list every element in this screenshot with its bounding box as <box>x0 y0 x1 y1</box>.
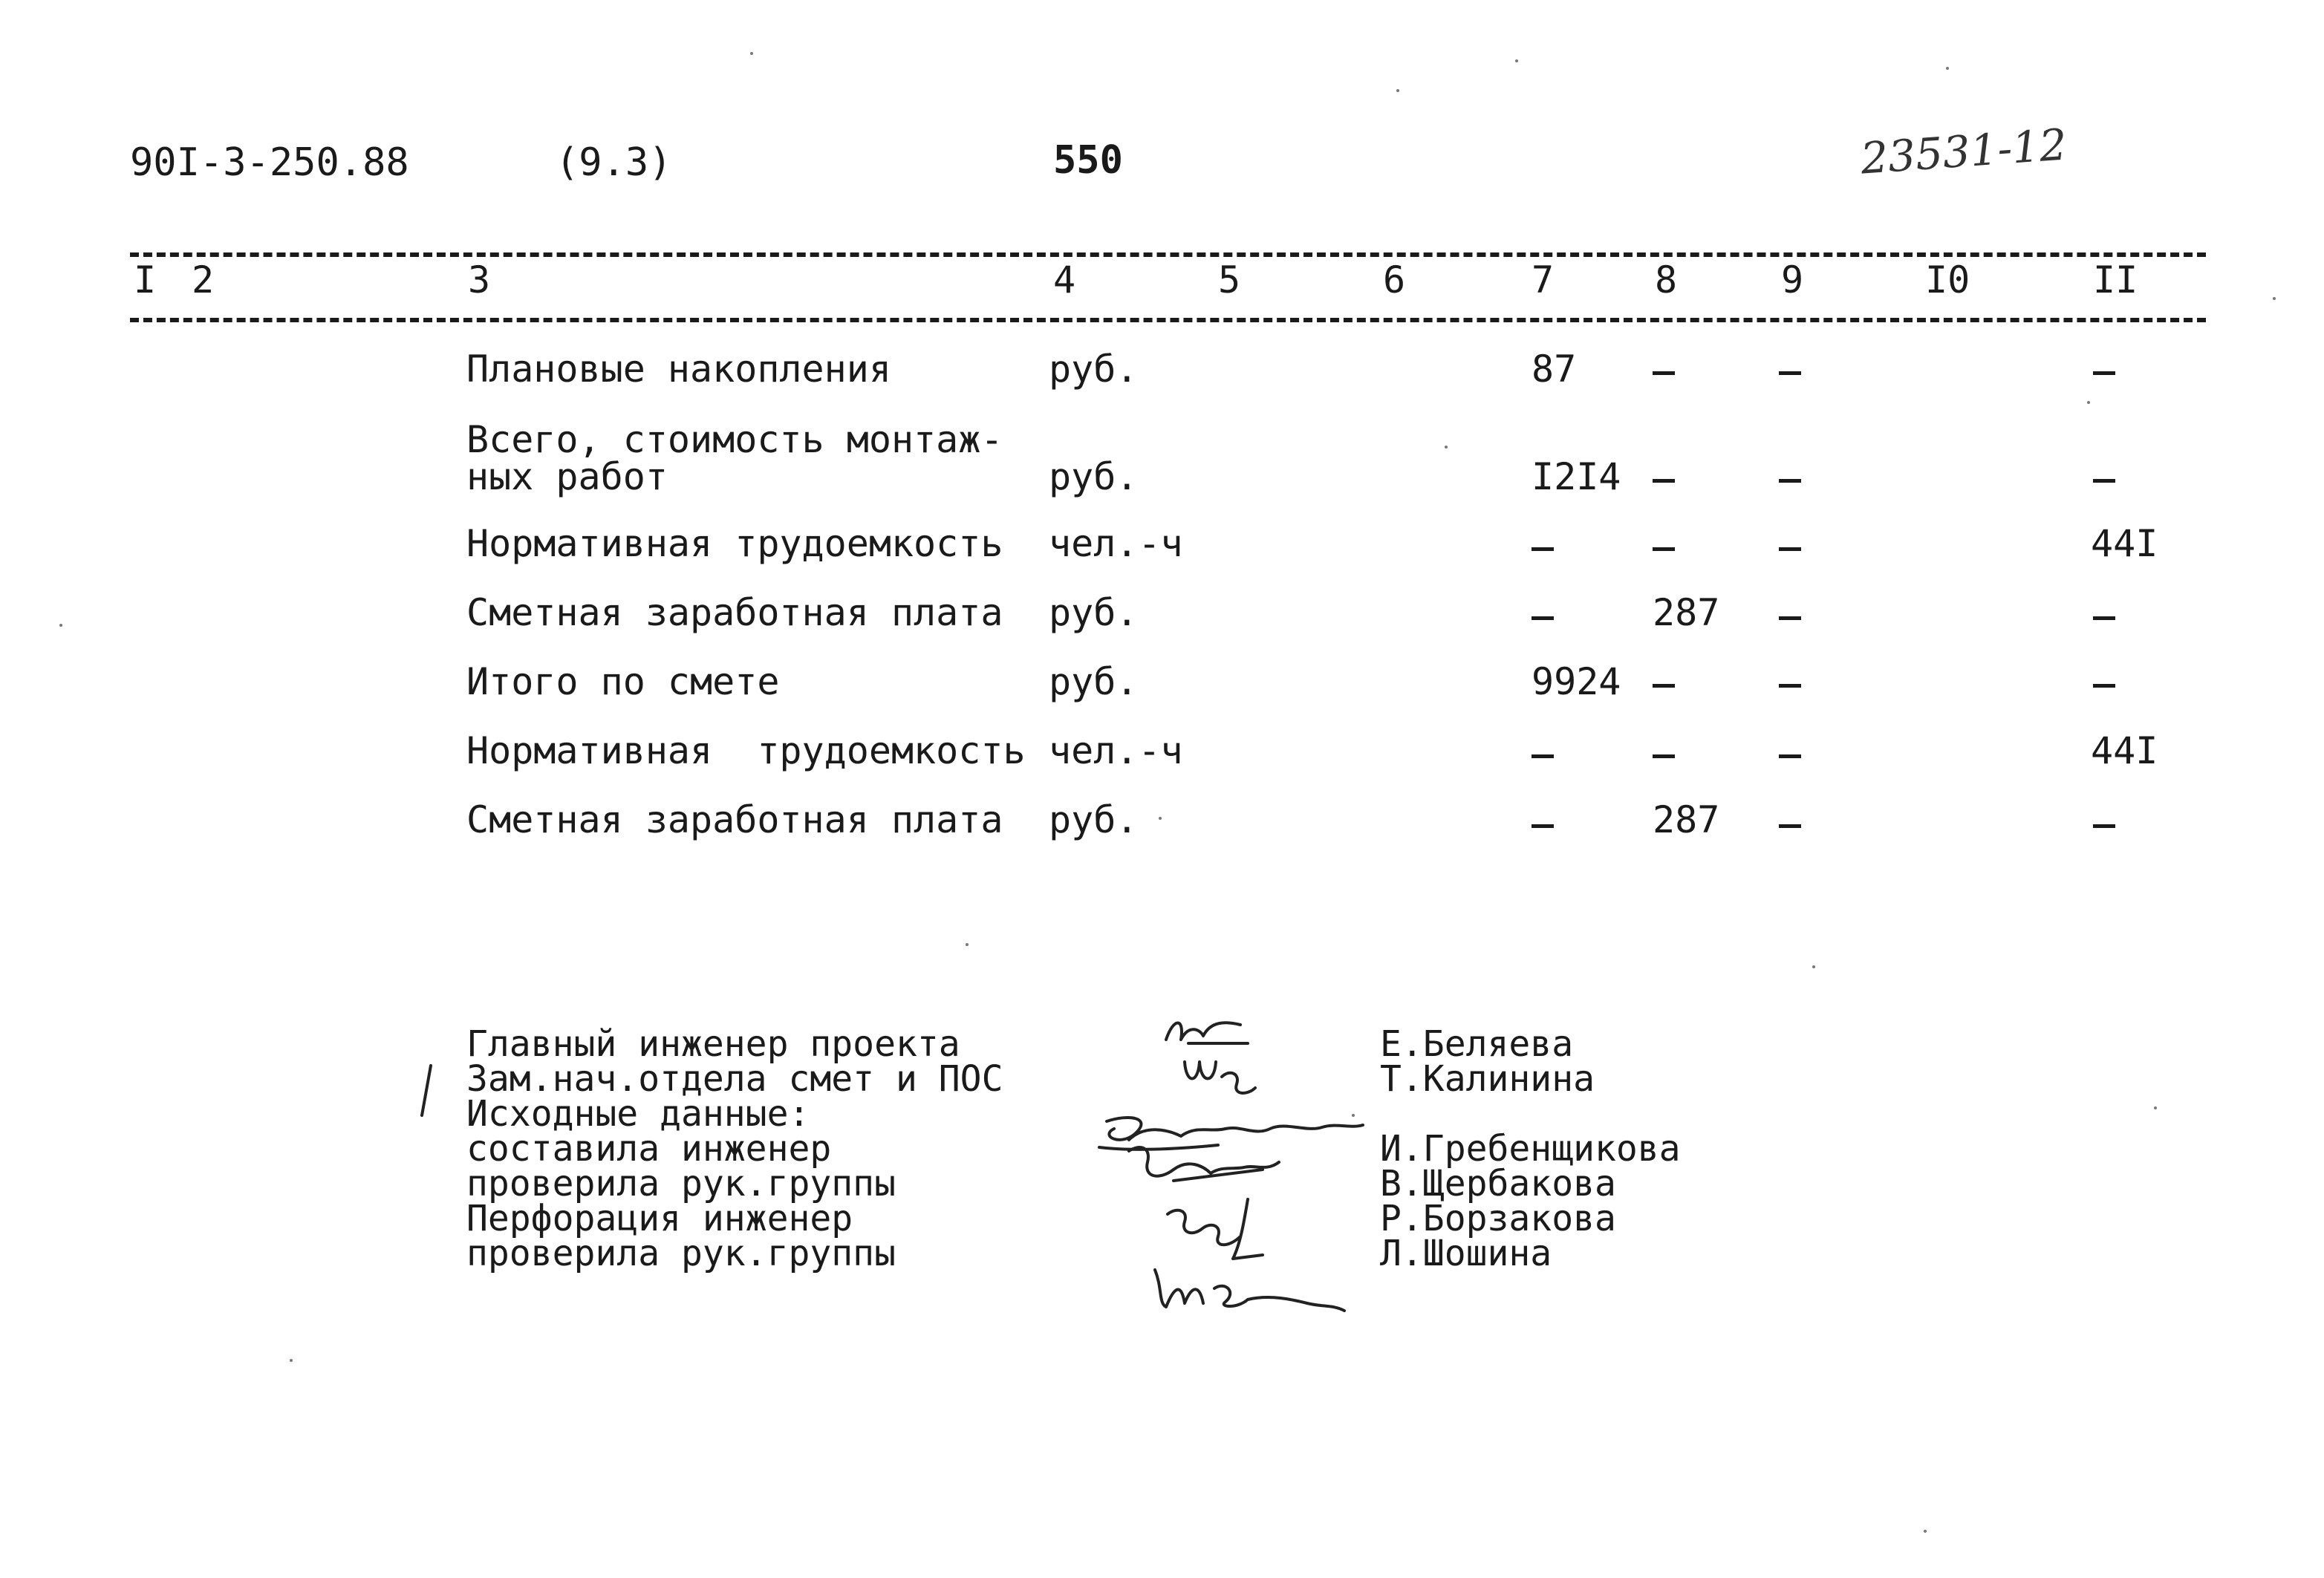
column-header: I0 <box>1925 258 1970 301</box>
handwritten-signature <box>1177 1051 1266 1103</box>
row-name: Всего, стоимость монтаж- <box>466 418 1003 461</box>
column-header: 4 <box>1053 258 1076 301</box>
column-header: 3 <box>468 258 491 301</box>
scan-speck <box>1445 446 1448 449</box>
cell-col8-dash <box>1653 479 1675 483</box>
role-source-data: Исходные данные: <box>466 1093 810 1135</box>
handwritten-signature <box>1144 1259 1352 1318</box>
role-checked-by: проверила рук.группы <box>466 1163 896 1204</box>
row-name: Плановые накопления <box>466 348 891 391</box>
scan-speck <box>2087 401 2090 404</box>
role-perforation: Перфорация инженер <box>466 1198 853 1239</box>
section-number: (9.3) <box>556 140 672 185</box>
row-unit: чел.-ч <box>1049 729 1183 772</box>
row-name: Нормативная трудоемкость <box>466 729 1026 772</box>
role-deputy-head: Зам.нач.отдела смет и ПОС <box>466 1058 1003 1100</box>
cell-col11-dash <box>2093 684 2115 688</box>
cell-col9-dash <box>1779 547 1801 551</box>
column-header: I <box>134 258 157 301</box>
cell-col11-dash <box>2093 479 2115 483</box>
cell-col8-dash <box>1653 371 1675 375</box>
row-unit: руб. <box>1049 798 1139 841</box>
column-header: 9 <box>1781 258 1804 301</box>
cell-col7: 87 <box>1532 348 1577 391</box>
table-top-rule <box>130 252 2206 257</box>
cell-col11-dash <box>2093 371 2115 375</box>
cell-col9-dash <box>1779 371 1801 375</box>
archive-number: 23531-12 <box>1858 119 2069 184</box>
cell-col11-dash <box>2093 616 2115 620</box>
page-number: 550 <box>1053 138 1123 183</box>
cell-col9-dash <box>1779 479 1801 483</box>
cell-col8-dash <box>1653 754 1675 758</box>
signer-name: Т.Калинина <box>1380 1058 1595 1100</box>
cell-col8: 287 <box>1653 591 1720 634</box>
scan-speck <box>1159 817 1162 820</box>
row-name: Итого по смете <box>466 660 780 703</box>
cell-col7-dash <box>1532 547 1554 551</box>
signer-name: Р.Борзакова <box>1380 1198 1616 1239</box>
signer-name: И.Гребенщикова <box>1380 1128 1681 1170</box>
cell-col11: 44I <box>2091 522 2158 565</box>
signer-name: Е.Беляева <box>1380 1023 1574 1065</box>
row-unit: руб. <box>1049 660 1139 703</box>
row-unit: руб. <box>1049 455 1139 498</box>
cell-col8-dash <box>1653 684 1675 688</box>
scan-speck <box>1396 89 1399 92</box>
cell-col11: 44I <box>2091 729 2158 772</box>
row-name-continued: ных работ <box>466 455 668 498</box>
table-header-rule <box>130 318 2206 322</box>
cell-col8: 287 <box>1653 798 1720 841</box>
column-header: 7 <box>1532 258 1555 301</box>
scan-speck <box>966 943 969 946</box>
cell-col7: 9924 <box>1532 660 1621 703</box>
scan-speck <box>1515 59 1518 62</box>
scan-speck <box>2273 297 2276 300</box>
cell-col7-dash <box>1532 616 1554 620</box>
row-unit: чел.-ч <box>1049 522 1183 565</box>
column-header: II <box>2093 258 2138 301</box>
cell-col7-dash <box>1532 824 1554 828</box>
scan-speck <box>2154 1106 2157 1109</box>
cell-col7-dash <box>1532 754 1554 758</box>
cell-col11-dash <box>2093 824 2115 828</box>
scan-speck <box>1946 67 1949 70</box>
handwritten-signature <box>1159 1192 1270 1266</box>
scan-speck <box>750 52 753 55</box>
role-chief-engineer: Главный инженер проекта <box>466 1023 960 1065</box>
cell-col9-dash <box>1779 824 1801 828</box>
handwritten-signature <box>1084 1106 1374 1196</box>
row-name: Сметная заработная плата <box>466 591 1003 634</box>
scan-speck <box>290 1359 293 1362</box>
role-checked-by-2: проверила рук.группы <box>466 1233 896 1274</box>
row-unit: руб. <box>1049 591 1139 634</box>
column-header: 6 <box>1383 258 1406 301</box>
handwritten-signature <box>1159 1010 1263 1054</box>
margin-tick-mark <box>416 1062 438 1121</box>
cell-col8-dash <box>1653 547 1675 551</box>
row-name: Нормативная трудоемкость <box>466 522 1003 565</box>
column-header: 8 <box>1655 258 1678 301</box>
column-header: 5 <box>1218 258 1241 301</box>
cell-col9-dash <box>1779 616 1801 620</box>
cell-col9-dash <box>1779 754 1801 758</box>
signer-name: Л.Шошина <box>1380 1233 1552 1274</box>
signer-name: В.Щербакова <box>1380 1163 1616 1204</box>
role-compiled-by: составила инженер <box>466 1128 832 1170</box>
document-code: 90I-3-250.88 <box>130 140 409 185</box>
scan-speck <box>59 624 62 627</box>
row-unit: руб. <box>1049 348 1139 391</box>
cell-col7: I2I4 <box>1532 455 1621 498</box>
scan-speck <box>1352 1114 1355 1117</box>
cell-col9-dash <box>1779 684 1801 688</box>
column-header: 2 <box>192 258 215 301</box>
row-name: Сметная заработная плата <box>466 798 1003 841</box>
scan-speck <box>1924 1530 1927 1533</box>
scan-speck <box>1812 965 1815 968</box>
